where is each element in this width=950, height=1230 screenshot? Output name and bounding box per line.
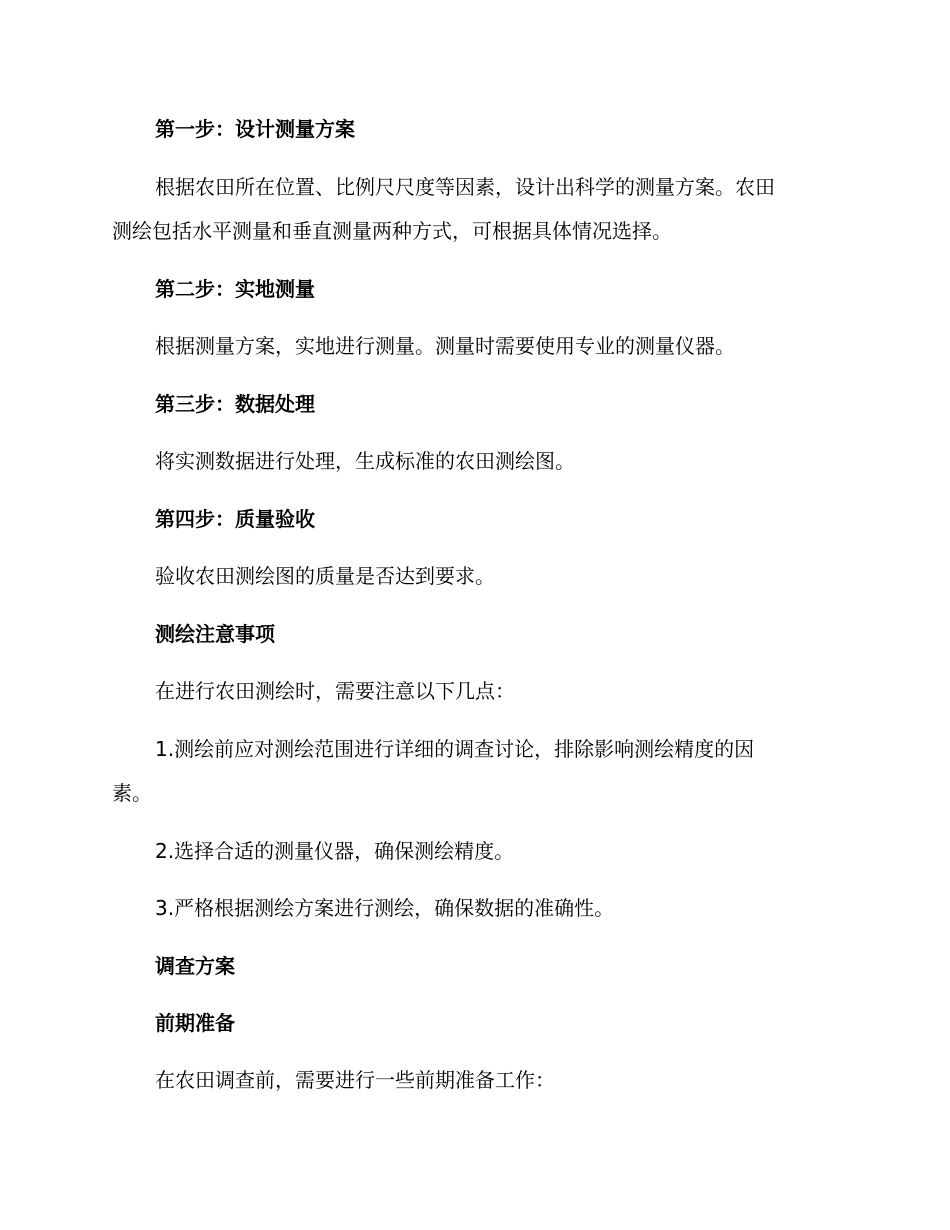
heading-step-three: 第三步：数据处理 [155, 392, 315, 416]
paragraph-step-one-line-1: 根据农田所在位置、比例尺尺度等因素，设计出科学的测量方案。农田 [155, 175, 775, 199]
paragraph-step-four: 验收农田测绘图的质量是否达到要求。 [155, 564, 495, 588]
heading-step-four: 第四步：质量验收 [155, 507, 315, 531]
paragraph-preparation: 在农田调查前，需要进行一些前期准备工作： [155, 1068, 555, 1092]
heading-step-two: 第二步：实地测量 [155, 277, 315, 301]
list-item-1-line-1: 1.测绘前应对测绘范围进行详细的调查讨论，排除影响测绘精度的因 [155, 737, 755, 761]
heading-notes: 测绘注意事项 [155, 622, 275, 646]
paragraph-step-two: 根据测量方案，实地进行测量。测量时需要使用专业的测量仪器。 [155, 334, 735, 358]
list-item-3: 3.严格根据测绘方案进行测绘，确保数据的准确性。 [155, 896, 615, 920]
list-item-2: 2.选择合适的测量仪器，确保测绘精度。 [155, 839, 515, 863]
heading-preparation: 前期准备 [155, 1011, 235, 1035]
heading-survey-plan: 调查方案 [155, 954, 235, 978]
paragraph-step-one-line-2: 测绘包括水平测量和垂直测量两种方式，可根据具体情况选择。 [112, 219, 672, 243]
paragraph-step-three: 将实测数据进行处理，生成标准的农田测绘图。 [155, 449, 575, 473]
paragraph-notes-intro: 在进行农田测绘时，需要注意以下几点： [155, 679, 515, 703]
heading-step-one: 第一步：设计测量方案 [155, 117, 355, 141]
list-item-1-line-2: 素。 [112, 781, 152, 805]
